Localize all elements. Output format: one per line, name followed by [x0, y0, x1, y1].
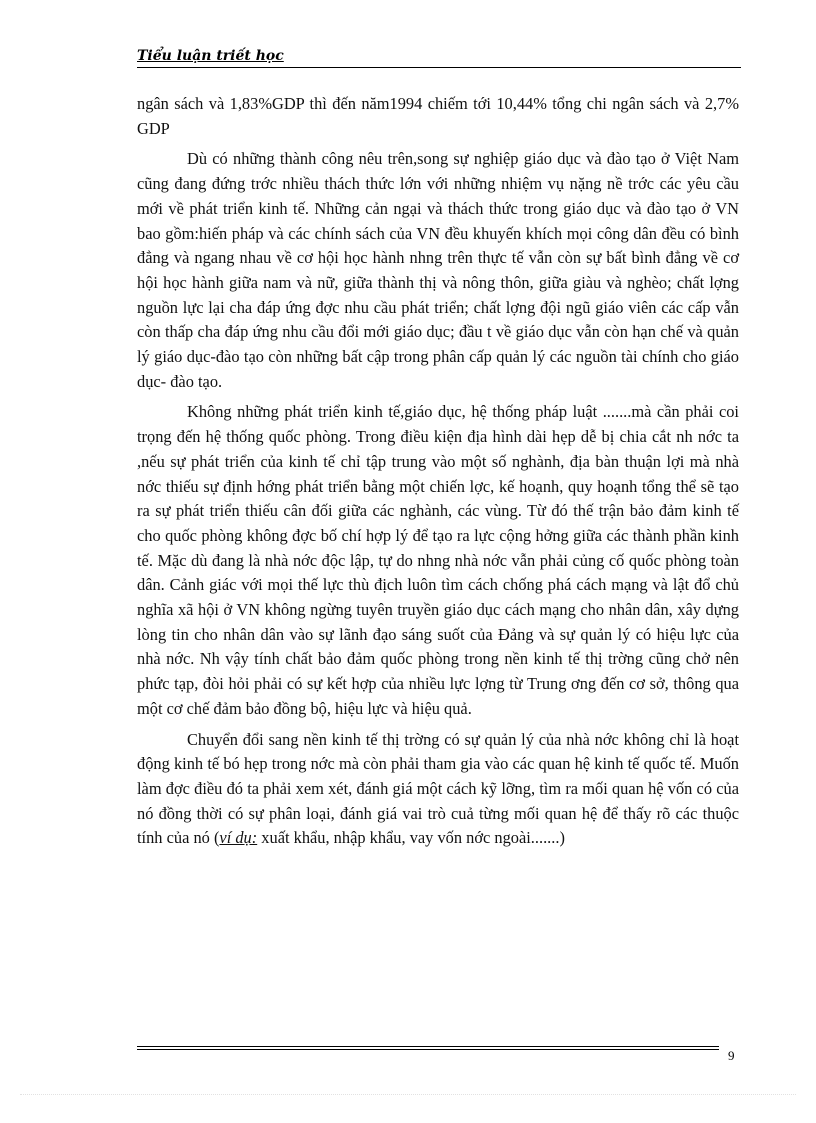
paragraph-national-defense: Không những phát triển kinh tế,giáo dục, hệ thống pháp luật .......mà cần phải coi trọng đến hệ thống quốc phòng. Trong điều kiện địa hình dài hẹp dễ bị chia cắt nh nớc ta ,nếu sự phát triển của kinh tế chỉ tập trung vào một số nghành, địa bàn thuận lợi mà nhà nớc thiếu sự định hớng phát triển bằng một chiến lợc, kế hoạnh, quy hoạnh tổng thể sẽ tạo ra sự phát triển thiếu cân đối giữa các nghành, các vùng. Từ đó thế trận bảo đảm kinh tế cho quốc phòng không đợc bố chí hợp lý để tạo ra lực cộng hởng giữa các thành phần kinh tế. Mặc dù đang là nhà nớc độc lập, tự do nhng nhà nớc vẫn phải củng cố quốc phòng toàn dân. Cảnh giác với mọi thế lực thù địch luôn tìm cách chống phá cách mạng và lật đổ chủ nghĩa xã hội ở VN không ngừng tuyên truyền giáo dục cách mạng cho nhân dân, xây dựng lòng tin cho nhân dân vào sự lãnh đạo sáng suốt của Đảng và sự quản lý có hiệu lực của nhà nớc. Nh vậy tính chất bảo đảm quốc phòng trong nền kinh tế thị trờng cũng chở nên phức tạp, đòi hỏi phải có sự kết hợp của nhiều lực lợng từ Trung ơng đến cơ sở, thông qua một cơ chế đảm bảo đồng bộ, hiệu lực và hiệu quả.: [137, 402, 739, 718]
paragraph-international-text: Chuyển đổi sang nền kinh tế thị trờng có sự quản lý của nhà nớc không chỉ là hoạt động kinh tế bó hẹp trong nớc mà còn phải tham gia vào các quan hệ kinh tế quốc tế. Muốn làm đợc điều đó ta phải xem xét, đánh giá một cách kỹ lỡng, tìm ra mối quan hệ vốn có của nó đồng thời có sự phân loại, đánh giá vai trò cuả từng mối quan hệ để thấy rõ các thuộc tính của nó: [137, 729, 739, 848]
example-open-paren: (: [213, 828, 220, 848]
footer-rule-bottom: [137, 1049, 719, 1050]
page-footer-rule: [137, 1046, 719, 1052]
footer-rule-top: [137, 1046, 719, 1047]
page-header: [137, 46, 741, 68]
header-title: Tiểu luận triết học: [137, 48, 284, 64]
document-body: [137, 92, 739, 851]
header-rule: [137, 67, 741, 68]
page-edge-dotted-line: [20, 1094, 796, 1095]
example-text: xuất khẩu, nhập khẩu, vay vốn nớc ngoài.......): [257, 828, 565, 848]
paragraph-international-relations: [137, 728, 739, 852]
paragraph-education-challenges: Dù có những thành công nêu trên,song sự nghiệp giáo dục và đào tạo ở Việt Nam cũng đang đứng trớc nhiều thách thức lớn với những nhiệm vụ nặng nề trớc các yêu cầu mới về phát triển kinh tế. Những cản ngại và thách thức trong giáo dục và đào tạo ở VN bao gồm:hiến pháp và các chính sách của VN đều khuyến khích mọi công dân đều có bình đẳng và ngang nhau về cơ hội học hành nhng trên thực tế vẫn còn sự bất bình đẳng về cơ hội học hành giữa nam và nữ, giữa thành thị và nông thôn, giữa giàu và nghèo; chất lợng nguồn lực lại cha đáp ứng đợc nhu cầu phát triển; chất lợng đội ngũ giáo viên các cấp vẫn còn thấp cha đáp ứng nhu cầu đổi mới giáo dục; đầu t về giáo dục vẫn còn hạn chế và quản lý giáo dục-đào tạo còn những bất cập trong phân cấp quản lý các nguồn tài chính cho giáo dục- đào tạo.: [137, 149, 739, 391]
paragraph-continuation: ngân sách và 1,83%GDP thì đến năm1994 chiếm tới 10,44% tổng chi ngân sách và 2,7% GDP: [137, 94, 739, 138]
example-label: ví dụ:: [219, 828, 258, 848]
page-number: 9: [728, 1048, 735, 1063]
